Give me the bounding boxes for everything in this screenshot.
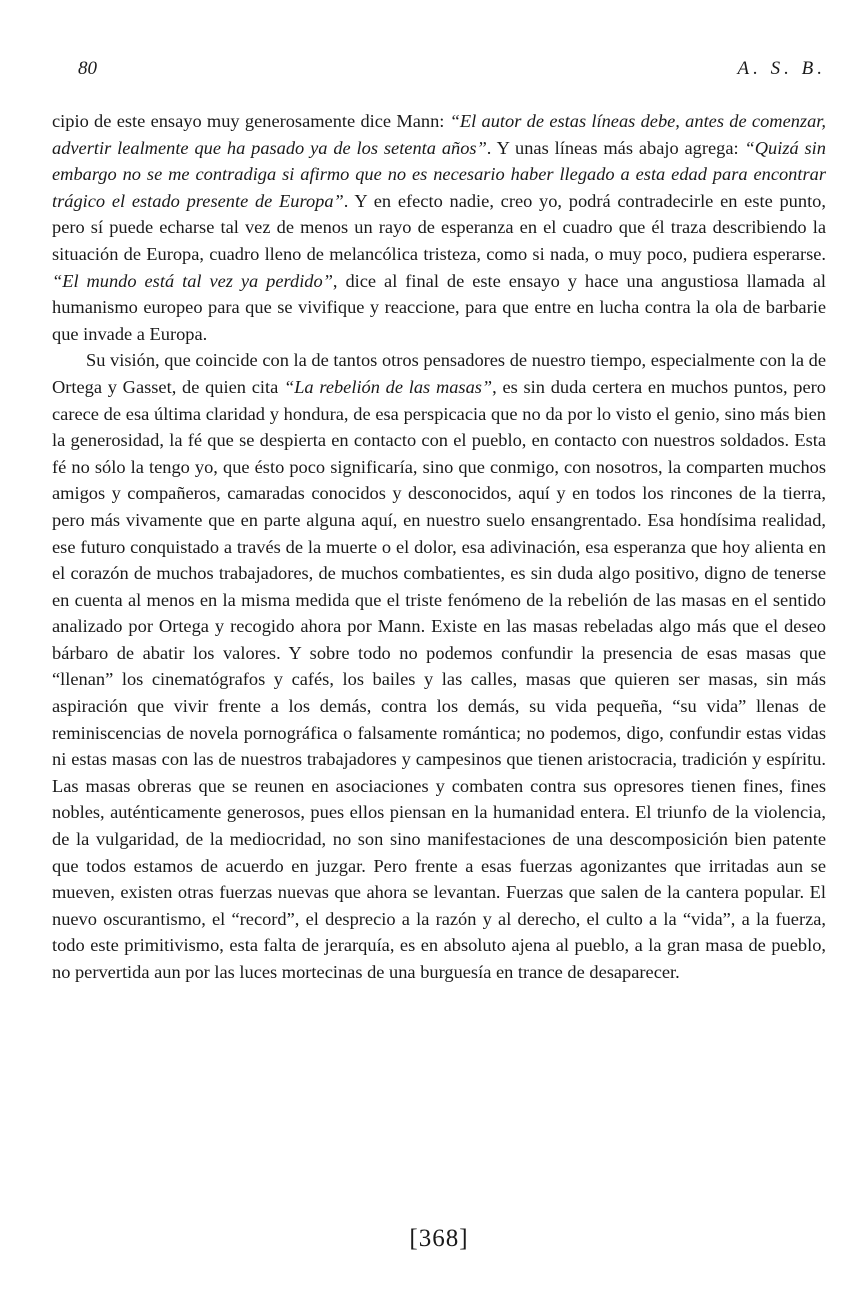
paragraph-1-text: cipio de este ensayo muy generosamente dice Mann: bbox=[52, 111, 450, 131]
page-header bbox=[78, 58, 826, 88]
quote-mundo-perdido: “El mundo está tal vez ya perdido” bbox=[52, 270, 333, 291]
body-text bbox=[52, 108, 826, 986]
running-head: A. S. B. bbox=[737, 58, 826, 79]
paragraph-1 bbox=[52, 108, 826, 347]
paragraph-2-text: , es sin duda certera en muchos puntos, pero carece de esa última claridad y hondura, de esa perspicacia que no da por lo visto el genio, sino más bien la generosidad, la fé que se despierta en contacto con el pueblo, en contacto con nuestros soldados. Esta fé no sólo la tengo yo, que ésto poco significaría, sino que conmigo, con nosotros, la comparten muchos amigos y compañeros, camaradas conocidos y desconocidos, aquí y en todos los rincones de la tierra, pero más vivamente que en parte alguna aquí, en nuestro suelo ensangrentado. Esa hondísima realidad, ese futuro conquistado a través de la muerte o el dolor, esa adivinación, esa esperanza que hoy alienta en el corazón de muchos trabajadores, de muchos combatientes, es sin duda algo positivo, digno de tenerse en cuenta al menos en la misma medida que el triste fenómeno de la rebelión de las masas en el sentido analizado por Ortega y recogido ahora por Mann. Existe en las masas rebeladas algo más que el deseo bárbaro de abatir los valores. Y sobre todo no podemos confundir la presencia de esas masas que “llenan” los cinematógrafos y cafés, los bailes y las calles, masas que quieren ser masas, sin más aspiración que vivir frente a los demás, contra los demás, su vida pequeña, “su vida” llenas de reminiscencias de novela pornográfica o falsamente romántica; no podemos, digo, confundir estas vidas ni estas masas con las de nuestros trabajadores y campesinos que tienen aristocracia, tradición y espíritu. Las masas obreras que se reunen en asociaciones y combaten contra sus opresores tienen fines, fines nobles, auténticamente generosos, pues ellos piensan en la humanidad entera. El triunfo de la violencia, de la vulgaridad, de la mediocridad, no son sino manifestaciones de una descomposición bien patente que todos estamos de acuerdo en juzgar. Pero frente a esas fuerzas agonizantes que irritadas aun se mueven, existen otras fuerzas nuevas que ahora se levantan. Fuerzas que salen de la cantera popular. El nuevo oscurantismo, el “record”, el desprecio a la razón y al derecho, el culto a la “vida”, a la fuerza, todo este primitivismo, esta falta de jerarquía, es en absoluto ajena al pueblo, a la gran masa de pueblo, no pervertida aun por las luces mortecinas de una burguesía en trance de desaparecer. bbox=[52, 376, 826, 982]
quote-mann-author: “El autor de estas líneas debe, antes de comenzar, advertir lealmente que ha pasado ya de los setenta años” bbox=[52, 111, 826, 158]
book-title-rebelion: “La rebelión de las masas” bbox=[283, 376, 493, 397]
paragraph-1-text: . Y unas líneas más abajo agrega: bbox=[486, 137, 745, 158]
paragraph-2-text: Su visión, que coincide con la de tantos otros pensadores de nuestro tiempo, especialmente con la de Ortega y Gasset, de quien cita bbox=[52, 350, 826, 397]
page-number: 80 bbox=[78, 58, 97, 79]
folio-number: [368] bbox=[409, 1225, 469, 1252]
paragraph-1-text: . Y en efecto nadie, creo yo, podrá contradecirle en este punto, pero sí puede echarse tal vez de menos un rayo de esperanza en el cuadro que él traza describiendo la situación de Europa, cuadro lleno de melancólica tristeza, como si nada, o muy poco, pudiera esperarse. bbox=[52, 190, 826, 264]
quote-mann-europe: “Quizá sin embargo no se me contradiga si afirmo que no es necesario haber llegado a esta edad para encontrar trágico el estado presente de Europa” bbox=[52, 137, 826, 211]
paragraph-2 bbox=[52, 347, 826, 985]
book-page bbox=[52, 0, 826, 1307]
paragraph-1-text: , dice al final de este ensayo y hace una angustiosa llamada al humanismo europeo para que se vivifique y reaccione, para que entre en lucha contra la ola de barbarie que invade a Europa. bbox=[52, 270, 826, 344]
